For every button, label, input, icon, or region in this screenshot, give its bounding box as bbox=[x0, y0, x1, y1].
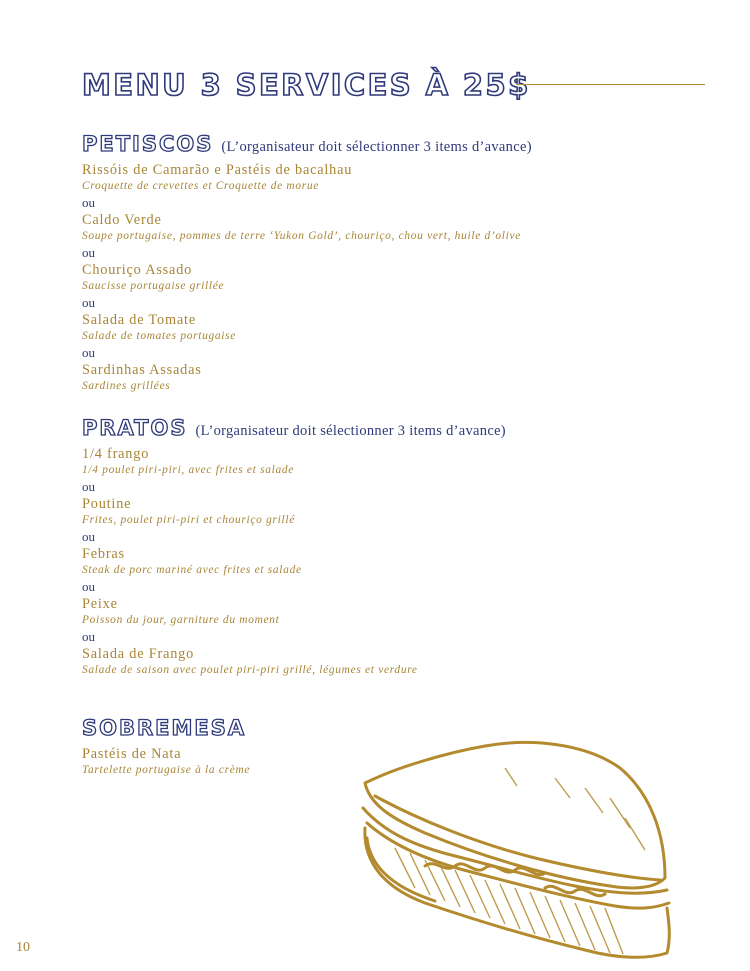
dish-name: Pastéis de Nata bbox=[82, 746, 182, 762]
dish-description: Saucisse portugaise grillée bbox=[82, 280, 225, 292]
dish-description: Salade de tomates portugaise bbox=[82, 330, 237, 342]
page-number: 10 bbox=[16, 940, 30, 955]
sandwich-illustration-icon bbox=[355, 738, 673, 971]
dish-name: Salada de Tomate bbox=[82, 312, 196, 328]
or-separator: ou bbox=[82, 245, 95, 260]
or-separator: ou bbox=[82, 195, 95, 210]
menu-item bbox=[82, 546, 642, 578]
menu-item bbox=[82, 262, 642, 294]
section-title: PETISCOS bbox=[82, 132, 214, 156]
or-separator: ou bbox=[82, 345, 95, 360]
dish-description: Frites, poulet piri-piri et chouriço grillé bbox=[82, 514, 295, 526]
dish-name: 1/4 frango bbox=[82, 446, 150, 462]
or-separator: ou bbox=[82, 479, 95, 494]
menu-item bbox=[82, 446, 642, 478]
section-title: PRATOS bbox=[82, 416, 188, 440]
section-note: (L’organisateur doit sélectionner 3 items d’avance) bbox=[221, 139, 532, 155]
dish-description: Croquette de crevettes et Croquette de morue bbox=[82, 180, 320, 192]
dish-name: Rissóis de Camarão e Pastéis de bacalhau bbox=[82, 162, 353, 178]
dish-name: Sardinhas Assadas bbox=[82, 362, 202, 378]
or-separator: ou bbox=[82, 529, 95, 544]
dish-name: Poutine bbox=[82, 496, 132, 512]
dish-description: Soupe portugaise, pommes de terre ‘Yukon Gold’, chouriço, chou vert, huile d’olive bbox=[82, 230, 522, 242]
dish-name: Chouriço Assado bbox=[82, 262, 193, 278]
dish-name: Febras bbox=[82, 546, 125, 562]
petiscos-list bbox=[82, 162, 642, 394]
title-rule bbox=[516, 84, 705, 85]
dish-description: 1/4 poulet piri-piri, avec frites et salade bbox=[82, 464, 295, 476]
or-separator: ou bbox=[82, 295, 95, 310]
dish-description: Steak de porc mariné avec frites et salade bbox=[82, 564, 302, 576]
section-petiscos-header bbox=[82, 132, 532, 156]
dish-name: Caldo Verde bbox=[82, 212, 162, 228]
menu-item bbox=[82, 646, 642, 678]
menu-item bbox=[82, 312, 642, 344]
dish-description: Tartelette portugaise à la crème bbox=[82, 764, 251, 776]
menu-item bbox=[82, 162, 642, 194]
section-note: (L’organisateur doit sélectionner 3 items d’avance) bbox=[195, 423, 506, 439]
or-separator: ou bbox=[82, 579, 95, 594]
menu-item bbox=[82, 212, 642, 244]
dish-description: Salade de saison avec poulet piri-piri grillé, légumes et verdure bbox=[82, 664, 418, 676]
dish-description: Poisson du jour, garniture du moment bbox=[82, 614, 280, 626]
menu-item bbox=[82, 362, 642, 394]
dish-name: Peixe bbox=[82, 596, 118, 612]
section-title: SOBREMESA bbox=[82, 716, 247, 740]
or-separator: ou bbox=[82, 629, 95, 644]
dish-description: Sardines grillées bbox=[82, 380, 171, 392]
section-pratos-header bbox=[82, 416, 506, 440]
menu-item bbox=[82, 596, 642, 628]
section-sobremesa-header bbox=[82, 716, 246, 740]
page-title: MENU 3 SERVICES À 25$ bbox=[82, 68, 531, 102]
dish-name: Salada de Frango bbox=[82, 646, 195, 662]
menu-item bbox=[82, 496, 642, 528]
pratos-list bbox=[82, 446, 642, 678]
